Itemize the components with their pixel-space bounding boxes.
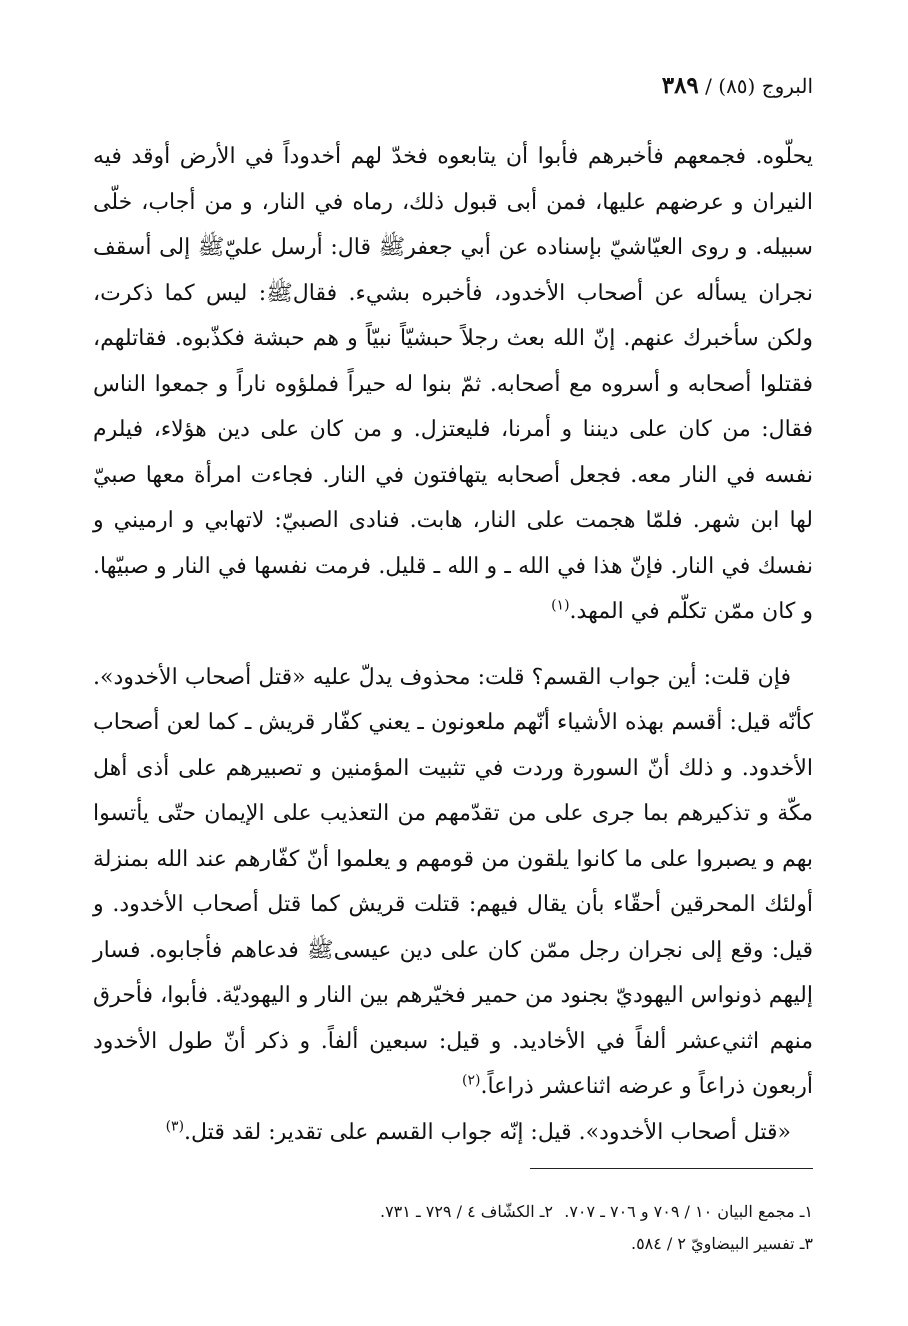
footnote-marker: (١) <box>551 597 570 614</box>
header-surah: البروج (٨٥) <box>718 74 813 98</box>
footnote-row <box>93 1228 813 1260</box>
paragraph-text: فإن قلت: أين جواب القسم؟ قلت: محذوف يدلّ عليه «قتل أصحاب الأخدود». كأنّه قيل: أقسم بهذه الأشياء أنّهم ملعونون ـ يعني كفّار قريش ـ كما لعن أصحاب الأخدود. و ذلك أنّ السورة وردت في تثبيت المؤمنين و تصبيرهم على أذى أهل مكّة و تذكيرهم بما جرى على من تقدّمهم من التعذيب على الإيمان حتّى يأتسوا بهم و يصبروا على ما كانوا يلقون من قومهم و يعلموا أنّ كفّارهم عند الله بمنزلة أولئك المحرقين أحقّاء بأن يقال فيهم: قتلت قريش كما قتل أصحاب الأخدود. و قيل: وقع إلى نجران رجل ممّن كان على دين عيسىﷺ فدعاهم فأجابوه. فسار إليهم ذونواس اليهوديّ بجنود من حمير فخيّرهم بين النار و اليهوديّة. فأبوا، فأحرق منهم اثني‌عشر ألفاً في الأخاديد. و قيل: سبعين ألفاً. و ذكر أنّ طول الأخدود أربعون ذراعاً و عرضه اثناعشر ذراعاً. <box>93 664 813 1099</box>
paragraph-text: «قتل أصحاب الأخدود». قيل: إنّه جواب القسم على تقدير: لقد قتل. <box>184 1119 791 1145</box>
paragraph <box>93 1110 813 1156</box>
footnote-2: ٢ـ الكشّاف ٤ / ٧٢٩ ـ ٧٣١. <box>379 1202 553 1221</box>
main-text <box>93 134 813 1155</box>
footnotes <box>93 1196 813 1260</box>
paragraph <box>93 134 813 635</box>
paragraph <box>93 655 813 1110</box>
footnote-1: ١ـ مجمع البيان ١٠ / ٧٠٩ و ٧٠٦ ـ ٧٠٧. <box>564 1202 813 1221</box>
running-header <box>662 72 813 99</box>
footnote-row <box>93 1196 813 1228</box>
header-separator: / <box>705 74 712 98</box>
footnote-marker: (٣) <box>165 1118 185 1135</box>
paragraph-text: يحلّوه. فجمعهم فأخبرهم فأبوا أن يتابعوه فخدّ لهم أخدوداً في الأرض أوقد فيه النيران و عرضهم عليها، فمن أبى قبول ذلك، رماه في النار، و من أجاب، خلّى سبيله. و روى العيّاشيّ بإسناده عن أبي جعفرﷺ قال: أرسل عليّﷺ إلى أسقف نجران يسأله عن أصحاب الأخدود، فأخبره بشيء. فقالﷺ: ليس كما ذكرت، ولكن سأخبرك عنهم. إنّ الله بعث رجلاً حبشيّاً نبيّاً و هم حبشة فكذّبوه. فقاتلهم، فقتلوا أصحابه و أسروه مع أصحابه. ثمّ بنوا له حيراً فملؤوه ناراً و جمعوا الناس فقال: من كان على ديننا و أمرنا، فليعتزل. و من كان على دين هؤلاء، فيلرم نفسه في النار معه. فجعل أصحابه يتهافتون في النار. فجاءت امرأة معها صبيّ لها ابن شهر. فلمّا هجمت على النار، هابت. فنادى الصبيّ: لاتهابي و ارميني و نفسك في النار. فإنّ هذا في الله ـ و الله ـ قليل. فرمت نفسها في النار و صبيّها. و كان ممّن تكلّم في المهد. <box>93 144 813 624</box>
footnote-3: ٣ـ تفسير البيضاويّ ٢ / ٥٨٤. <box>630 1234 813 1253</box>
footnote-marker: (٢) <box>462 1072 481 1089</box>
page-number: ٣٨٩ <box>661 72 699 99</box>
footnote-divider <box>530 1168 813 1169</box>
